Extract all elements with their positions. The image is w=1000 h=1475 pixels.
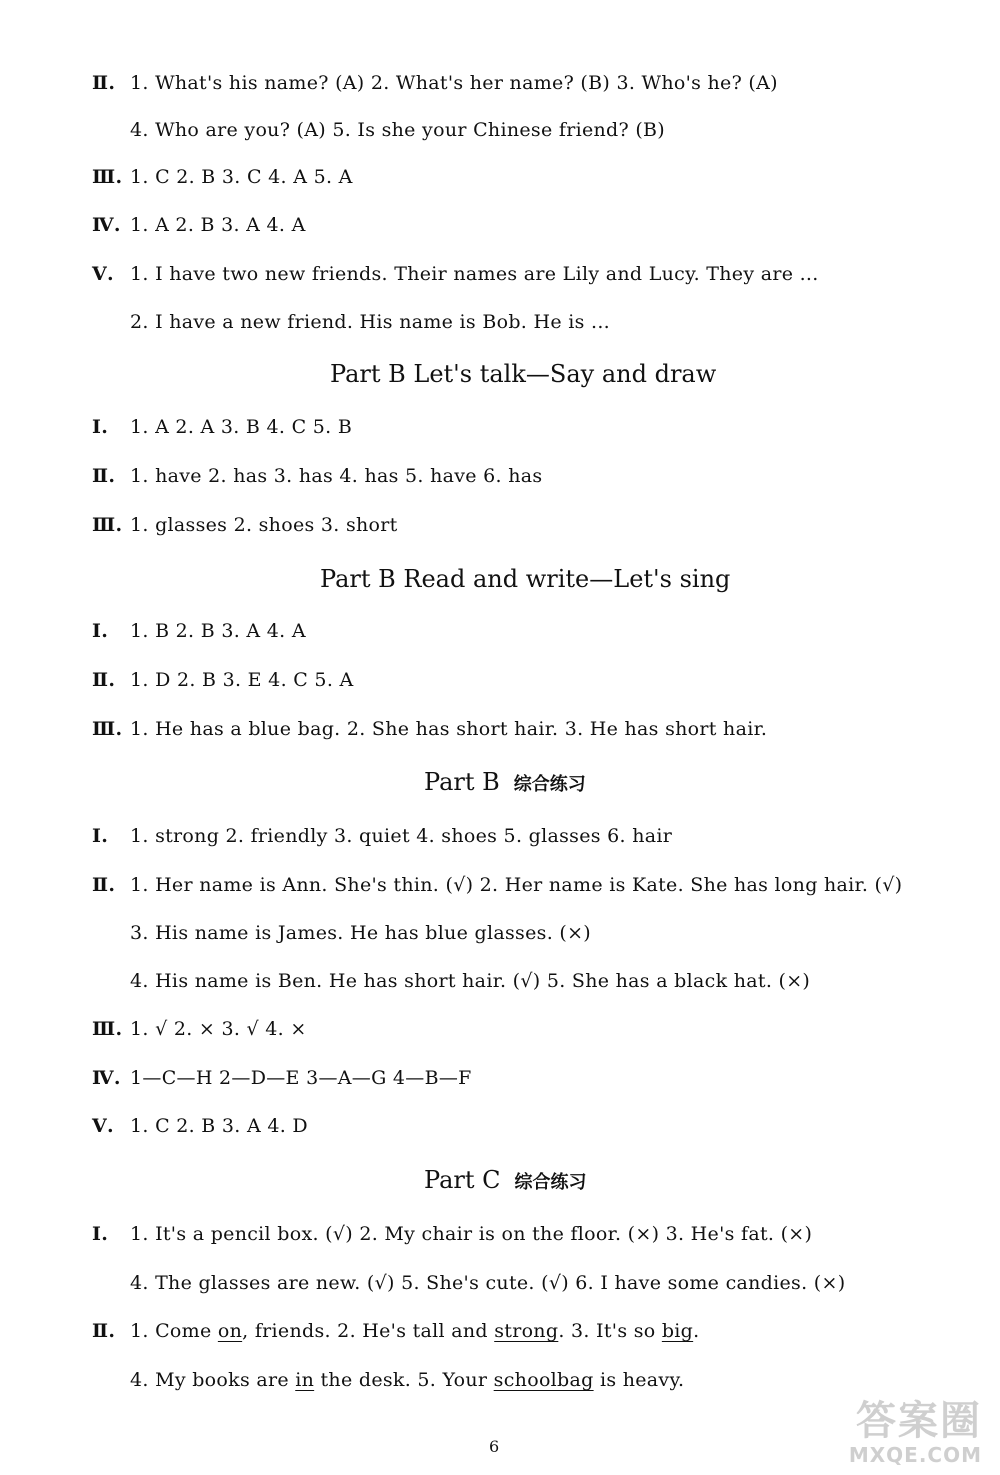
underlined-word: on xyxy=(217,1320,243,1342)
underlined-word: in xyxy=(295,1369,315,1391)
answer-line: 2. I have a new friend. His name is Bob. He is ... xyxy=(130,311,611,333)
answer-line: Ⅲ. 1. C 2. B 3. C 4. A 5. A xyxy=(92,166,353,188)
answer-line: Ⅰ. 1. It's a pencil box. (√) 2. My chair is on the floor. (×) 3. He's fat. (×) xyxy=(92,1223,813,1245)
answer-line: 4. His name is Ben. He has short hair. (√) 5. She has a black hat. (×) xyxy=(130,970,811,992)
answer-line: Ⅰ. 1. strong 2. friendly 3. quiet 4. shoes 5. glasses 6. hair xyxy=(92,825,673,847)
underlined-word: big xyxy=(661,1320,694,1342)
answer-line: 4. Who are you? (A) 5. Is she your Chinese friend? (B) xyxy=(130,119,666,141)
answer-line: 3. His name is James. He has blue glasses. (×) xyxy=(130,922,592,944)
answer-line: Ⅴ. 1. C 2. B 3. A 4. D xyxy=(92,1115,308,1137)
answer-line: Ⅰ. 1. B 2. B 3. A 4. A xyxy=(92,620,306,642)
answer-line: Ⅳ. 1—C—H 2—D—E 3—A—G 4—B—F xyxy=(92,1067,472,1089)
answer-line: 4. My books are in the desk. 5. Your schoolbag is heavy. xyxy=(130,1369,685,1391)
watermark: 答案圈 MXQE.COM xyxy=(848,1398,982,1467)
answer-line: Ⅱ. 1. D 2. B 3. E 4. C 5. A xyxy=(92,669,354,691)
answer-line: 4. The glasses are new. (√) 5. She's cute. (√) 6. I have some candies. (×) xyxy=(130,1272,846,1294)
answer-line: Ⅱ. 1. Her name is Ann. She's thin. (√) 2. Her name is Kate. She has long hair. (√) xyxy=(92,874,903,896)
underlined-word: schoolbag xyxy=(493,1369,594,1391)
page-number: 6 xyxy=(489,1437,500,1456)
section-heading: Part C 综合练习 xyxy=(424,1166,587,1194)
section-heading: Part B Read and write—Let's sing xyxy=(320,565,731,593)
answer-line: Ⅱ. 1. have 2. has 3. has 4. has 5. have 6. has xyxy=(92,465,543,487)
answer-line: Ⅱ. 1. What's his name? (A) 2. What's her name? (B) 3. Who's he? (A) xyxy=(92,72,778,94)
answer-line: Ⅰ. 1. A 2. A 3. B 4. C 5. B xyxy=(92,416,353,438)
answer-line: Ⅳ. 1. A 2. B 3. A 4. A xyxy=(92,214,306,236)
answer-line: Ⅴ. 1. I have two new friends. Their names are Lily and Lucy. They are ... xyxy=(92,263,819,285)
section-heading: Part B 综合练习 xyxy=(424,768,586,796)
underlined-word: strong xyxy=(494,1320,559,1342)
section-heading: Part B Let's talk—Say and draw xyxy=(330,360,717,388)
answer-line: Ⅱ. 1. Come on, friends. 2. He's tall and strong. 3. It's so big. xyxy=(92,1320,700,1342)
answer-line: Ⅲ. 1. He has a blue bag. 2. She has short hair. 3. He has short hair. xyxy=(92,718,768,740)
answer-line: Ⅲ. 1. √ 2. × 3. √ 4. × xyxy=(92,1018,307,1040)
answer-line: Ⅲ. 1. glasses 2. shoes 3. short xyxy=(92,514,398,536)
